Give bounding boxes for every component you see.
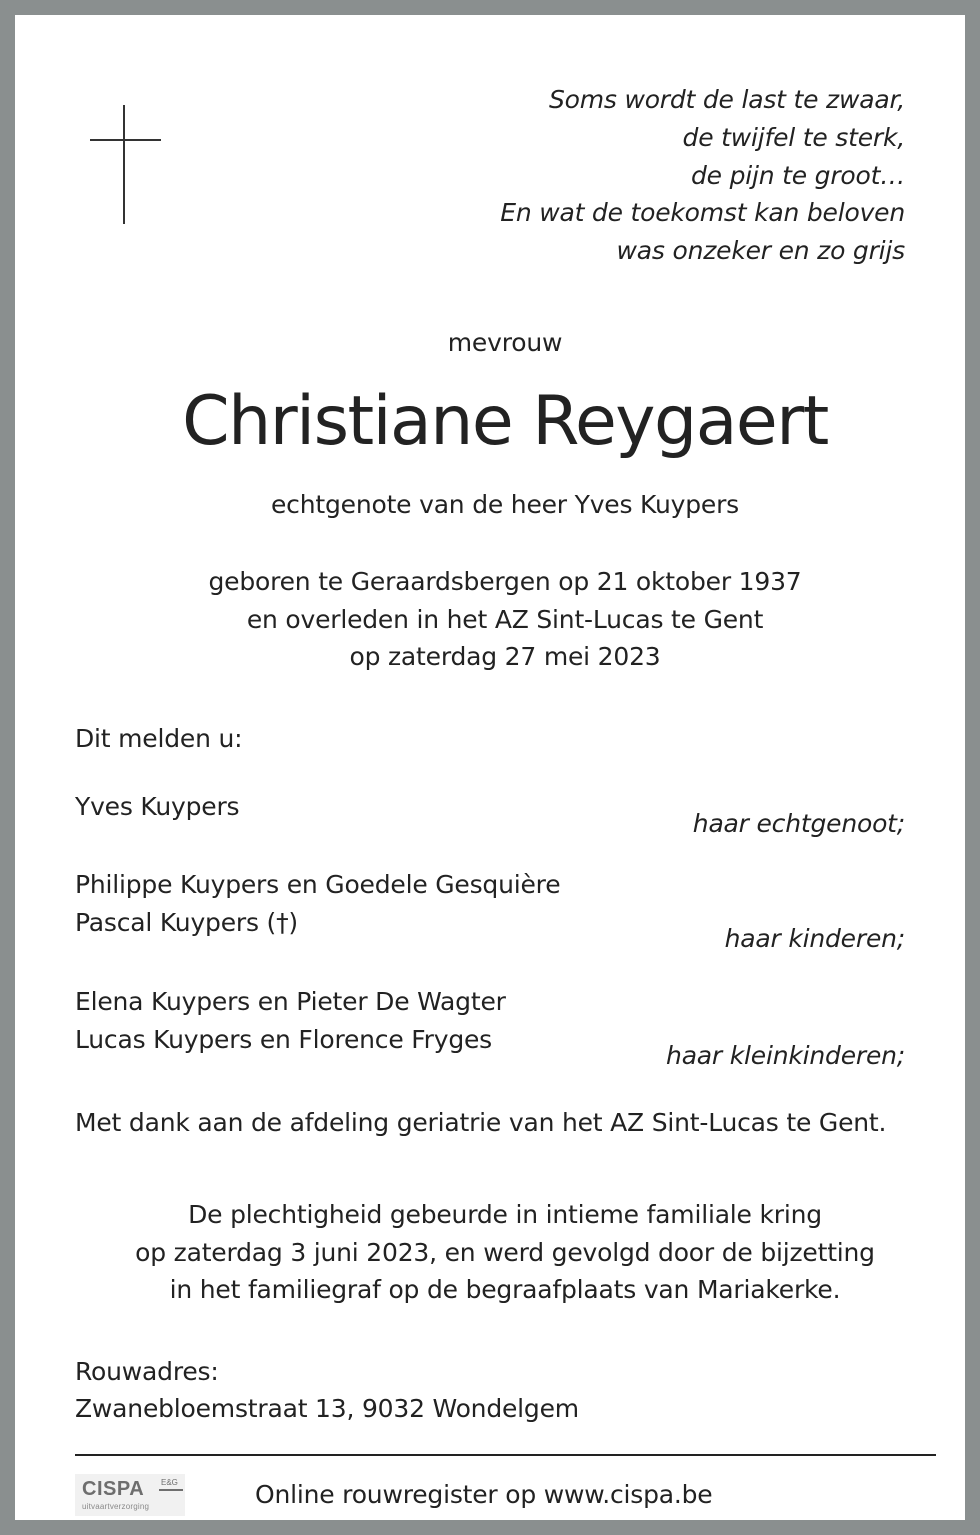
family-name: Philippe Kuypers en Goedele Gesquière: [75, 870, 561, 899]
poem-line: En wat de toekomst kan beloven: [500, 198, 905, 228]
poem-line: de twijfel te sterk,: [682, 122, 905, 152]
family-name: Lucas Kuypers en Florence Fryges: [75, 1025, 492, 1054]
address-label: Rouwadres:: [75, 1357, 219, 1386]
relation-label: haar kinderen;: [724, 924, 905, 953]
cross-vertical-bar: [123, 105, 125, 224]
poem: [500, 81, 905, 270]
life-line: op zaterdag 27 mei 2023: [349, 642, 661, 671]
cispa-logo: [75, 1474, 185, 1516]
poem-line: Soms wordt de last te zwaar,: [548, 85, 905, 114]
footer-divider: [75, 1454, 936, 1456]
deceased-title: mevrouw: [447, 328, 563, 357]
logo-subtitle: uitvaartverzorging: [82, 1502, 150, 1511]
life-line: geboren te Geraardsbergen op 21 oktober 1937: [208, 567, 802, 596]
family-name: Elena Kuypers en Pieter De Wagter: [75, 987, 506, 1016]
life-line: en overleden in het AZ Sint-Lucas te Gent: [246, 604, 764, 634]
family-name: Yves Kuypers: [75, 792, 240, 821]
spouse-line: echtgenote van de heer Yves Kuypers: [271, 490, 739, 519]
ceremony-details: [15, 1196, 980, 1309]
relation-label: haar echtgenoot;: [692, 809, 905, 838]
family-name: Pascal Kuypers (†): [75, 908, 298, 937]
ceremony-line: op zaterdag 3 juni 2023, en werd gevolgd door de bijzetting: [135, 1237, 875, 1267]
cross-horizontal-bar: [90, 139, 161, 141]
announce-intro: Dit melden u:: [75, 724, 243, 753]
thanks-line: Met dank aan de afdeling geriatrie van het AZ Sint-Lucas te Gent.: [75, 1108, 887, 1137]
online-register-text: Online rouwregister op www.cispa.be: [255, 1480, 713, 1509]
ceremony-line: in het familiegraf op de begraafplaats van Mariakerke.: [169, 1275, 841, 1304]
poem-line: was onzeker en zo grijs: [616, 236, 905, 266]
address-value: Zwanebloemstraat 13, 9032 Wondelgem: [75, 1394, 579, 1423]
ceremony-line: De plechtigheid gebeurde in intieme familiale kring: [188, 1200, 822, 1229]
logo-superscript: E&G: [161, 1478, 178, 1487]
poem-line: de pijn te groot…: [690, 160, 905, 190]
logo-wordmark: CISPA: [82, 1478, 145, 1500]
relation-label: haar kleinkinderen;: [666, 1041, 905, 1070]
deceased-name: Christiane Reygaert: [182, 382, 828, 461]
life-details: [15, 563, 980, 676]
logo-accent-line: [159, 1489, 183, 1491]
